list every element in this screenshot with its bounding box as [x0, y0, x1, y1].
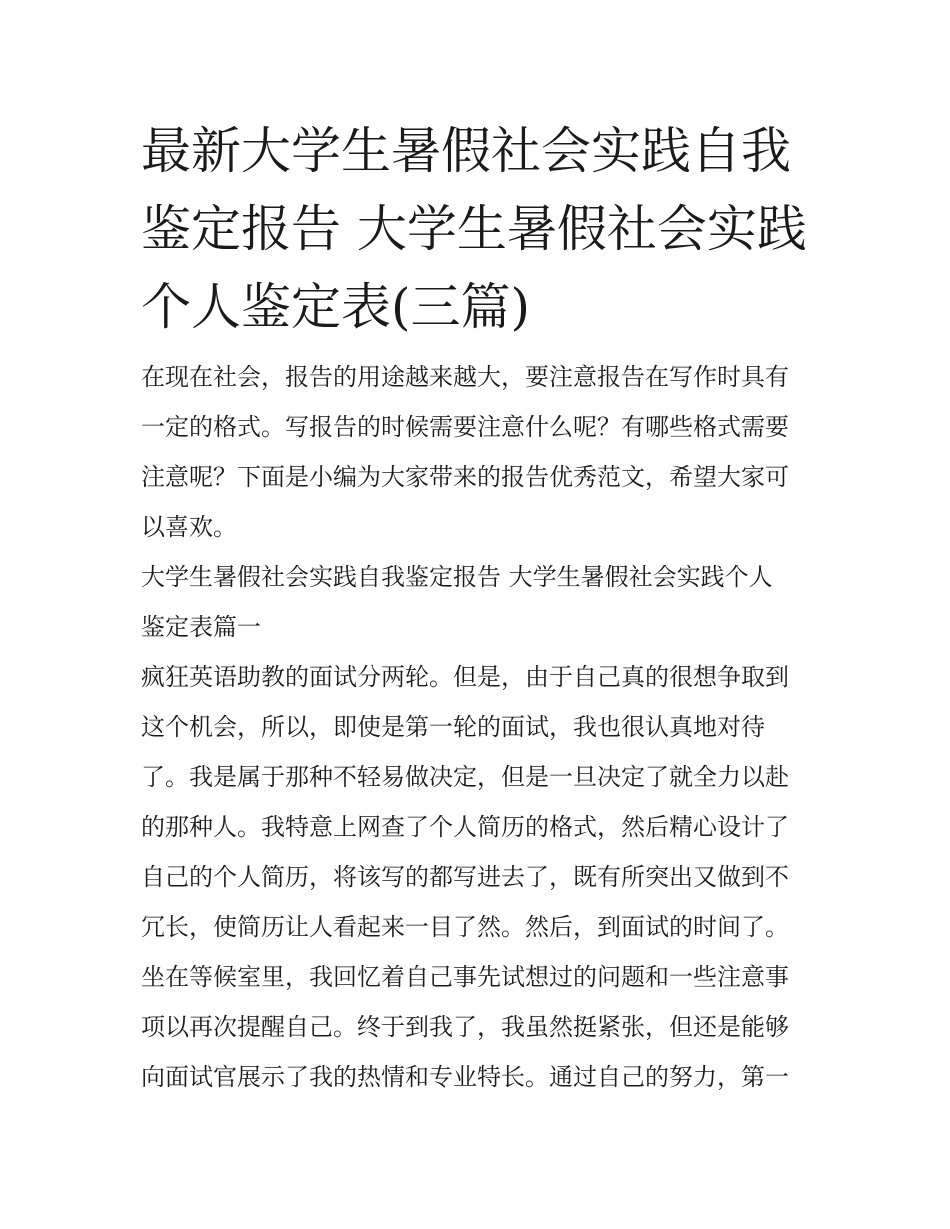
text-line: 坐在等候室里，我回忆着自己事先试想过的问题和一些注意事	[141, 963, 789, 991]
text-line: 注意呢？下面是小编为大家带来的报告优秀范文，希望大家可	[141, 463, 789, 491]
text-line: 鉴定表篇一	[141, 613, 261, 641]
text-line: 了。我是属于那种不轻易做决定，但是一旦决定了就全力以赴	[141, 763, 789, 791]
text-line: 大学生暑假社会实践自我鉴定报告 大学生暑假社会实践个人	[141, 563, 773, 591]
document-title	[141, 112, 813, 346]
body-paragraph	[141, 652, 813, 1102]
title-line: 最新大学生暑假社会实践自我	[141, 122, 791, 180]
text-line: 项以再次提醒自己。终于到我了，我虽然挺紧张，但还是能够	[141, 1013, 789, 1041]
text-line: 疯狂英语助教的面试分两轮。但是，由于自己真的很想争取到	[141, 663, 789, 691]
text-line: 以喜欢。	[141, 513, 237, 541]
text-line: 这个机会，所以，即使是第一轮的面试，我也很认真地对待	[141, 713, 765, 741]
text-line: 向面试官展示了我的热情和专业特长。通过自己的努力，第一	[141, 1063, 789, 1091]
title-line: 鉴定报告 大学生暑假社会实践	[141, 200, 807, 258]
text-line: 一定的格式。写报告的时候需要注意什么呢？有哪些格式需要	[141, 413, 789, 441]
section-heading	[141, 552, 813, 652]
text-line: 自己的个人简历，将该写的都写进去了，既有所突出又做到不	[141, 863, 789, 891]
title-line: 个人鉴定表(三篇)	[141, 278, 531, 336]
intro-paragraph	[141, 352, 813, 552]
document-page	[141, 112, 813, 1102]
text-line: 的那种人。我特意上网查了个人简历的格式，然后精心设计了	[141, 813, 789, 841]
text-line: 冗长，使简历让人看起来一目了然。然后，到面试的时间了。	[141, 913, 789, 941]
text-line: 在现在社会，报告的用途越来越大，要注意报告在写作时具有	[141, 363, 789, 391]
document-body	[141, 352, 813, 1102]
